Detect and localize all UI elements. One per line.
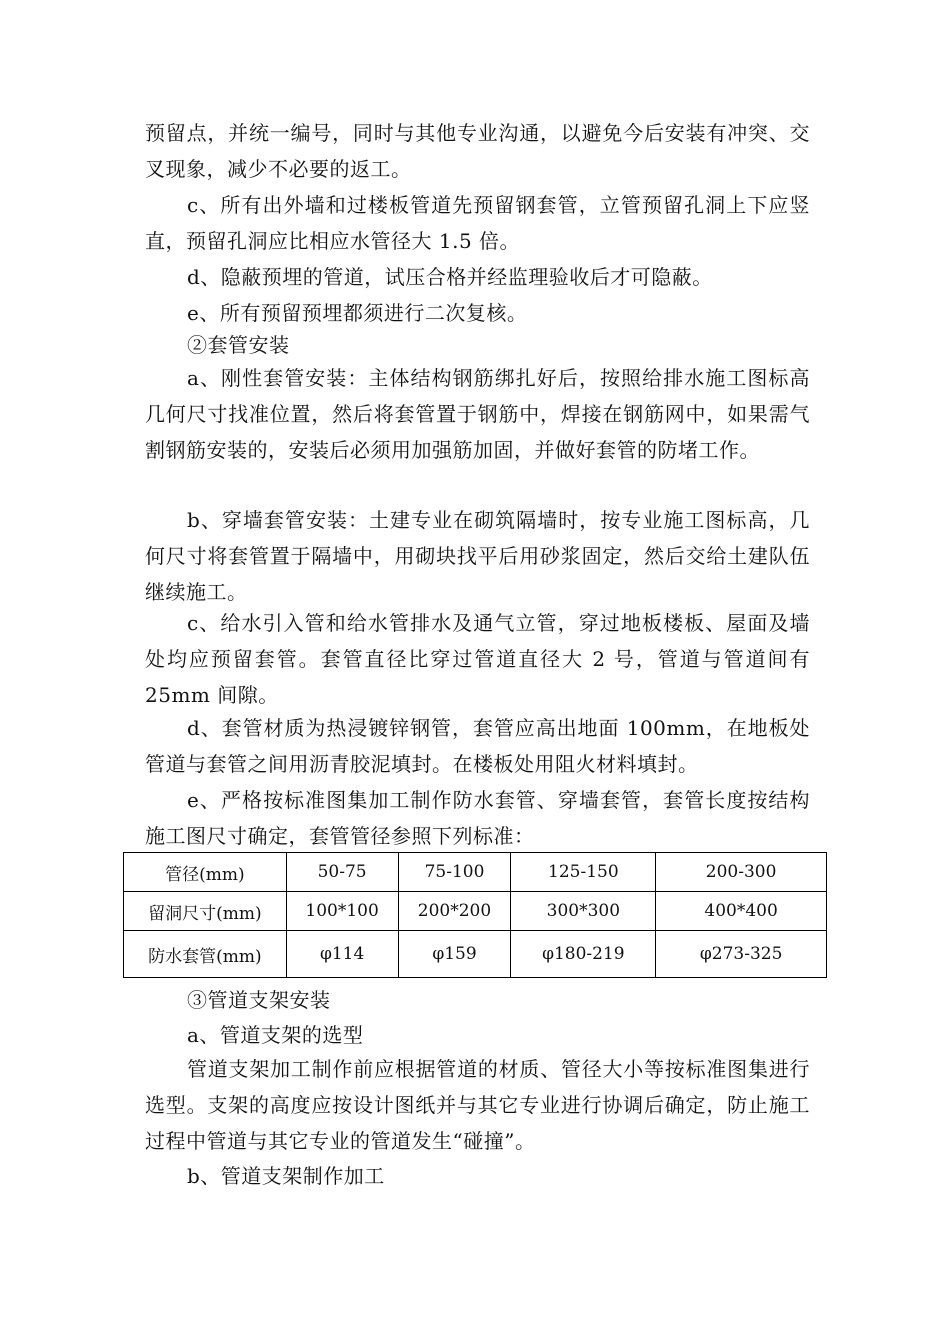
table-cell: 75-100 [398,853,511,892]
section-heading-casing-install: ②套管安装 [187,333,290,357]
paragraph-item-e-standard: e、严格按标准图集加工制作防水套管、穿墙套管，套管长度按结构施工图尺寸确定，套管管径参照下列标准： [145,788,810,848]
casing-size-table [123,852,827,978]
table-cell: φ180-219 [511,931,656,978]
paragraph-item-c-inlet-pipe: c、给水引入管和给水管排水及通气立管，穿过地板楼板、屋面及墙处均应预留套管。套管直径比穿过管道直径大 2 号，管道与管道间有 25mm 间隙。 [145,611,810,707]
paragraph-item-d-material: d、套管材质为热浸镀锌钢管，套管应高出地面 100mm，在地板处管道与套管之间用沥青胶泥填封。在楼板处用阻火材料填封。 [145,716,810,776]
paragraph-item-a-rigid-casing: a、刚性套管安装：主体结构钢筋绑扎好后，按照给排水施工图标高几何尺寸找准位置，然后将套管置于钢筋中，焊接在钢筋网中，如果需气割钢筋安装的，安装后必须用加强筋加固，并做好套管的防堵工作。 [145,366,810,462]
table-cell: 留洞尺寸(mm) [124,892,287,931]
table-row [124,892,827,931]
section-heading-pipe-support: ③管道支架安装 [187,988,331,1012]
paragraph-reserved-points: 预留点，并统一编号，同时与其他专业沟通，以避免今后安装有冲突、交叉现象，减少不必要的返工。 [145,121,810,181]
paragraph-item-e-recheck: e、所有预留预埋都须进行二次复核。 [187,301,528,325]
table-cell: 300*300 [511,892,656,931]
table-cell: 200*200 [398,892,511,931]
table-cell: 200-300 [656,853,827,892]
table-cell: 50-75 [286,853,398,892]
paragraph-item-b-support-fabrication: b、管道支架制作加工 [187,1164,385,1188]
paragraph-item-d-concealed: d、隐蔽预埋的管道，试压合格并经监理验收后才可隐蔽。 [187,265,713,289]
table-cell: φ114 [286,931,398,978]
table-cell: 100*100 [286,892,398,931]
paragraph-item-c-casing: c、所有出外墙和过楼板管道先预留钢套管，立管预留孔洞上下应竖直，预留孔洞应比相应水管径大 1.5 倍。 [145,193,810,253]
table-cell: 管径(mm) [124,853,287,892]
paragraph-item-b-wall-casing: b、穿墙套管安装：土建专业在砌筑隔墙时，按专业施工图标高，几何尺寸将套管置于隔墙中，用砌块找平后用砂浆固定，然后交给土建队伍继续施工。 [145,508,810,604]
table-cell: φ159 [398,931,511,978]
paragraph-support-selection: 管道支架加工制作前应根据管道的材质、管径大小等按标准图集进行选型。支架的高度应按设计图纸并与其它专业进行协调后确定，防止施工过程中管道与其它专业的管道发生“碰撞”。 [145,1057,810,1153]
table-row [124,931,827,978]
table-row [124,853,827,892]
table-cell: 400*400 [656,892,827,931]
table-cell: φ273-325 [656,931,827,978]
table-cell: 防水套管(mm) [124,931,287,978]
table-cell: 125-150 [511,853,656,892]
paragraph-item-a-support-type: a、管道支架的选型 [187,1023,364,1047]
